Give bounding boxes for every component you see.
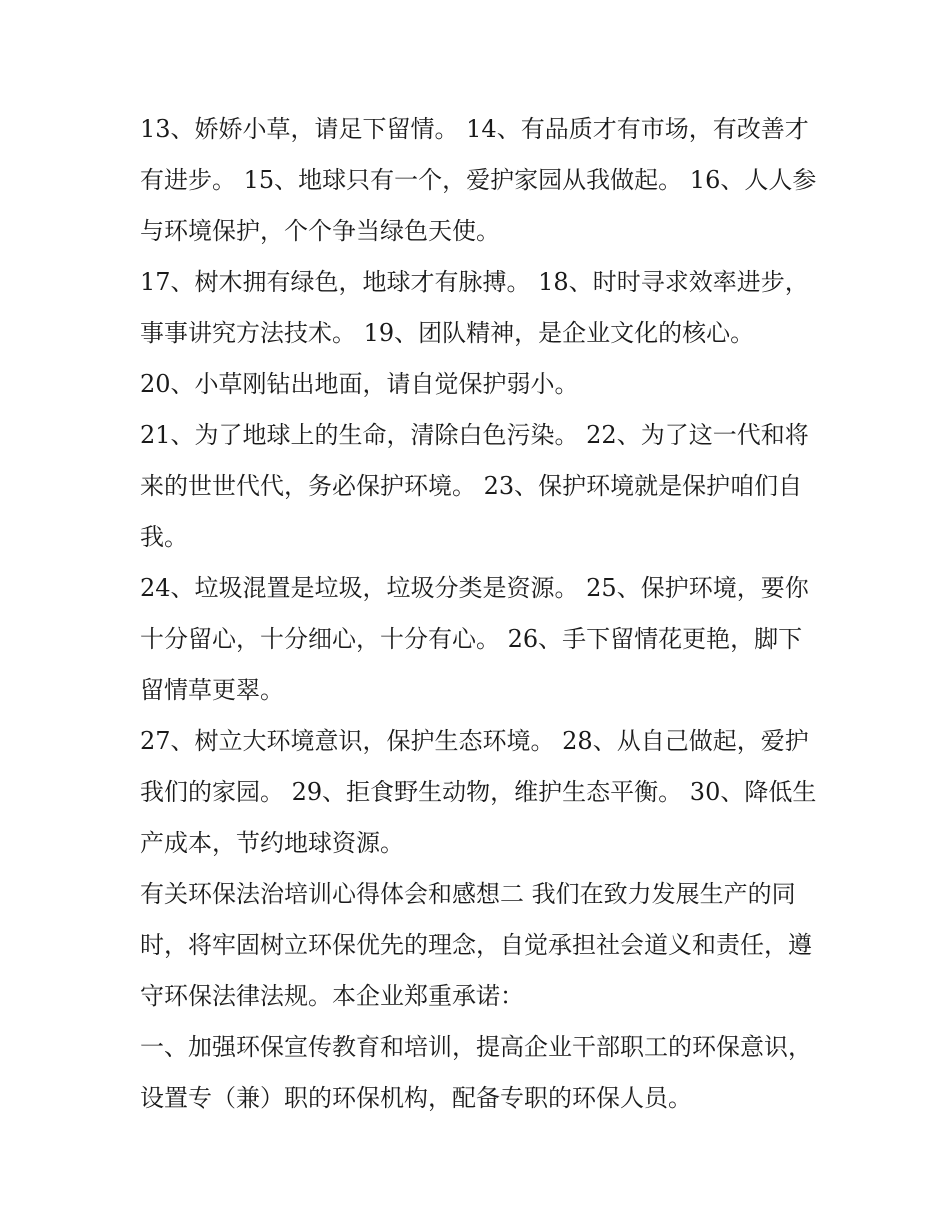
paragraph-commitment-one: 一、加强环保宣传教育和培训，提高企业干部职工的环保意识，设置专（兼）职的环保机构，配备专职的环保人员。 — [140, 1033, 812, 1112]
paragraph-slogans-27-30: 27、树立大环境意识，保护生态环境。 28、从自己做起，爱护我们的家园。 29、拒食野生动物，维护生态平衡。 30、降低生产成本，节约地球资源。 — [140, 727, 817, 857]
document-body — [140, 104, 820, 1124]
paragraph-slogans-24-26: 24、垃圾混置是垃圾，垃圾分类是资源。 25、保护环境，要你十分留心，十分细心，十分有心。 26、手下留情花更艳，脚下留情草更翠。 — [140, 574, 809, 704]
paragraph-slogans-21-23: 21、为了地球上的生命，清除白色污染。 22、为了这一代和将来的世世代代，务必保护环境。 23、保护环境就是保护咱们自我。 — [140, 421, 809, 551]
paragraph-slogan-20: 20、小草刚钻出地面，请自觉保护弱小。 — [140, 370, 579, 398]
paragraph-slogans-13-16: 13、娇娇小草，请足下留情。 14、有品质才有市场，有改善才有进步。 15、地球只有一个，爱护家园从我做起。 16、人人参与环境保护，个个争当绿色天使。 — [140, 115, 817, 245]
paragraph-slogans-17-19: 17、树木拥有绿色，地球才有脉搏。 18、时时寻求效率进步，事事讲究方法技术。 19、团队精神，是企业文化的核心。 — [140, 268, 809, 347]
paragraph-section-two-intro: 有关环保法治培训心得体会和感想二 我们在致力发展生产的同时，将牢固树立环保优先的理念，自觉承担社会道义和责任，遵守环保法律法规。本企业郑重承诺： — [140, 880, 812, 1010]
